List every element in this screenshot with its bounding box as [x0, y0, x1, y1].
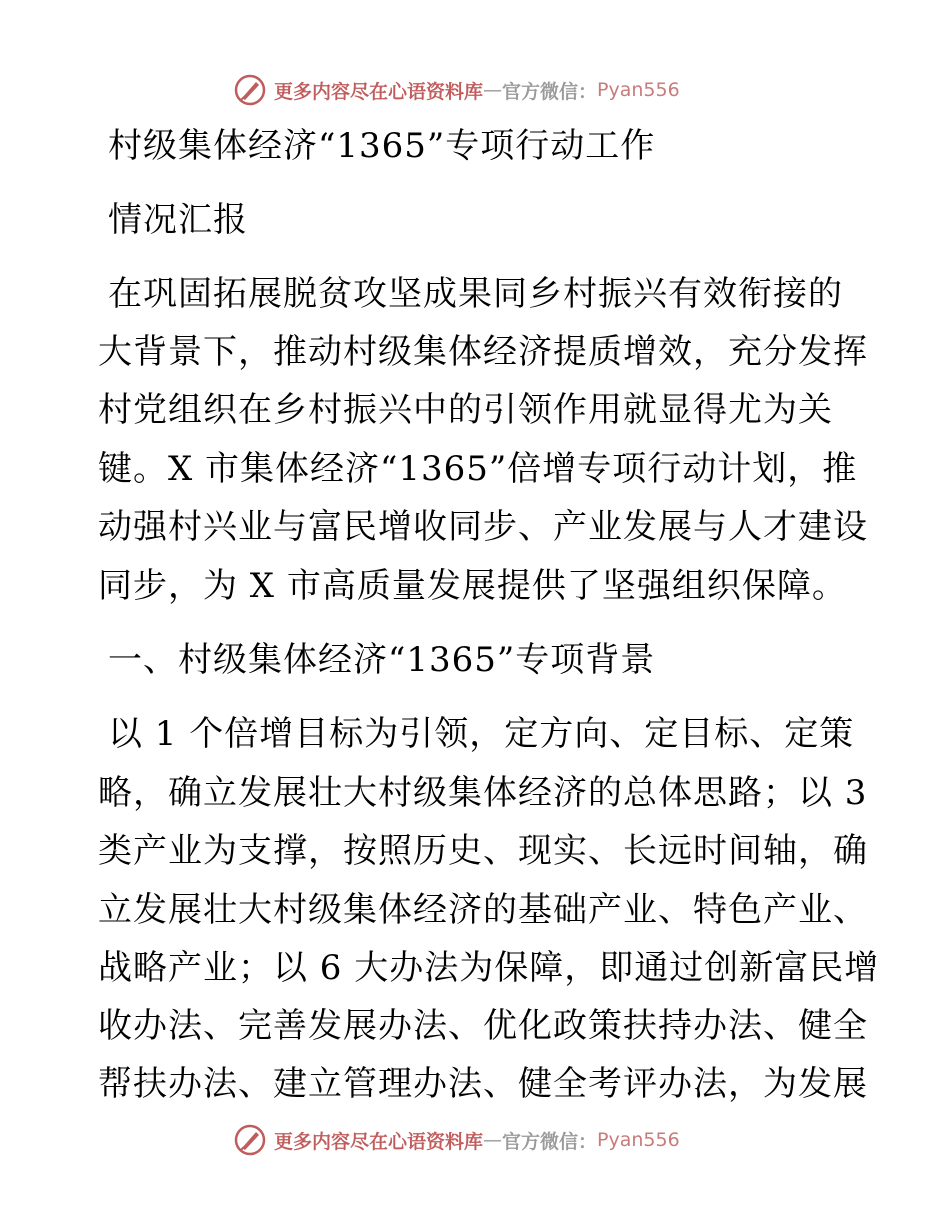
paragraph-line: 大背景下，推动村级集体经济提质增效，充分发挥 — [98, 332, 868, 372]
watermark-brand: 更多内容尽在心语资料库 — [274, 80, 484, 103]
paragraph-line: 村党组织在乡村振兴中的引领作用就显得尤为关 — [98, 390, 833, 430]
paragraph-line: 以 1 个倍增目标为引领，定方向、定目标、定策 — [108, 714, 855, 754]
section-heading-1: 一、村级集体经济“1365”专项背景 — [108, 640, 656, 680]
watermark-label: 官方微信： — [502, 1130, 598, 1153]
watermark-id: Pyan556 — [597, 1129, 680, 1151]
watermark-label: 官方微信： — [502, 80, 598, 103]
document-title-line-2: 情况汇报 — [108, 200, 248, 240]
paragraph-line: 略，确立发展壮大村级集体经济的总体思路；以 3 — [98, 773, 868, 813]
paragraph-line: 收办法、完善发展办法、优化政策扶持办法、健全 — [98, 1006, 868, 1046]
quill-pen-logo-icon — [232, 72, 268, 108]
watermark-banner-bottom — [232, 1120, 680, 1160]
paragraph-line: 战略产业；以 6 大办法为保障，即通过创新富民增 — [98, 948, 880, 988]
paragraph-line: 立发展壮大村级集体经济的基础产业、特色产业、 — [98, 890, 868, 930]
watermark-banner-top — [232, 70, 680, 110]
watermark-id: Pyan556 — [597, 79, 680, 101]
paragraph-line: 在巩固拓展脱贫攻坚成果同乡村振兴有效衔接的 — [108, 274, 843, 314]
paragraph-line: 同步，为 X 市高质量发展提供了坚强组织保障。 — [98, 566, 847, 606]
paragraph-line: 类产业为支撑，按照历史、现实、长远时间轴，确 — [98, 831, 868, 871]
paragraph-line: 键。X 市集体经济“1365”倍增专项行动计划，推 — [98, 449, 858, 489]
paragraph-line: 动强村兴业与富民增收同步、产业发展与人才建设 — [98, 507, 868, 547]
document-title-line-1: 村级集体经济“1365”专项行动工作 — [108, 126, 656, 166]
watermark-brand: 更多内容尽在心语资料库 — [274, 1130, 484, 1153]
watermark-separator: — — [483, 79, 503, 101]
paragraph-line: 帮扶办法、建立管理办法、健全考评办法，为发展 — [98, 1064, 868, 1104]
watermark-separator: — — [483, 1129, 503, 1151]
quill-pen-logo-icon — [232, 1122, 268, 1158]
